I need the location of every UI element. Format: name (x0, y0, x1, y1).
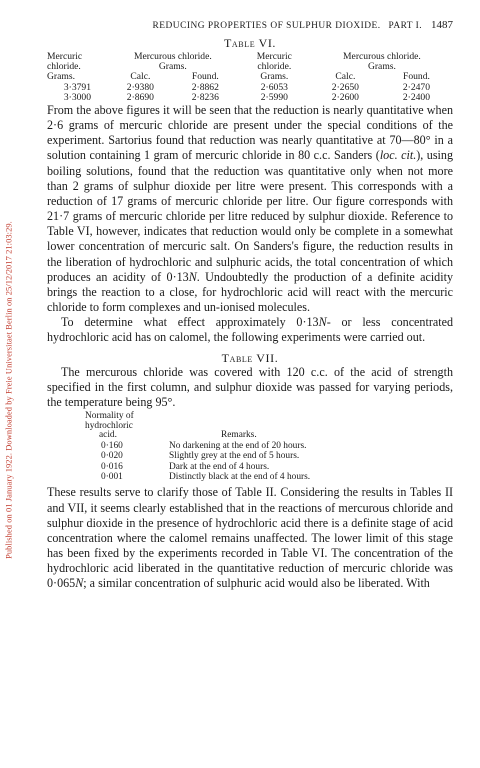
table-6-header-calc-2: Calc. (335, 71, 356, 83)
table-7-header-row (85, 412, 310, 441)
running-head-title: REDUCING PROPERTIES OF SULPHUR DIOXIDE. (152, 21, 381, 31)
download-notice-text: Published on 01 January 1922. Downloaded by Freie Universitaet Berlin on 25/12/2017 21:03:29. (4, 221, 14, 559)
table-cell: Dark at the end of 4 hours. (169, 461, 270, 472)
table-cell: 0·020 (101, 451, 123, 462)
table-6-header-mercuric-1: Mercuric (47, 51, 83, 62)
table-6-header-chloride-1: chloride. (47, 61, 81, 73)
table-row (85, 462, 310, 472)
table-cell: Distinctly black at the end of 4 hours. (169, 471, 311, 482)
page-number: 1487 (431, 19, 453, 31)
table-cell: 0·001 (101, 471, 123, 482)
table-6-header-mercuric-2: Mercuric (256, 51, 292, 62)
header-line: acid. (99, 430, 117, 441)
table-6-header-grams-a: Grams. (47, 71, 75, 83)
table-row (47, 93, 453, 103)
paragraph-text: ), using boiling solutions, found that the reduction was quantitative only when not more than 2 grams of sulphur dioxide per litre were present. This corresponds with a reduction of 17 grams of mercuric chloride per litre. Our figure corresponds with 21·7 grams of mercuric chloride per litre reduced by sulphur dioxide. Reference to Table VI, however, indicates that reduction would only be complete in a somewhat lower concentration of mercuric salt. On Sanders's figure, the reduction results in the liberation of hydrochloric and sulphuric acids, the total concentration of which produces an acidity of 0·13 (47, 148, 454, 284)
table-cell: 3·3000 (63, 91, 92, 103)
table-6-header-row (47, 72, 453, 82)
table-6-title: Table VI. (223, 36, 277, 50)
table-6-header-mercurous-1: Mercurous chloride. (133, 51, 212, 62)
table-6-header-grams-b: Grams. (260, 71, 289, 83)
citation: loc. cit. (379, 148, 417, 163)
table-7-intro: The mercurous chloride was covered with 120 c.c. of the acid of strength specified in the first column, and sulphur dioxide was passed for varying periods, the temperature being 95°. (47, 364, 453, 409)
table-cell: 0·160 (101, 440, 123, 451)
table-cell: 2·2650 (331, 81, 359, 93)
table-row (47, 83, 453, 93)
table-cell: No darkening at the end of 20 hours. (169, 440, 307, 451)
table-cell: 3·3791 (63, 81, 92, 93)
normality-symbol: N (318, 315, 327, 330)
paragraph-text: These results serve to clarify those of Table II. Considering the results in Tables II and VII, it seems clearly established that in the reactions of mercurous chloride and sulphur dioxide in the presence of hydrochloric acid there is a definite stage of acid concentration where the calomel remains unaffected. The lower limit of this stage has been fixed by the experiments recorded in Table VI. The concentration of the hydrochloric acid liberated in the quantitative reduction of mercuric chloride was 0·065 (47, 485, 453, 591)
table-6 (47, 52, 453, 103)
table-6-header-row (47, 62, 453, 72)
table-7-header-remarks: Remarks. (221, 430, 257, 441)
table-cell: 2·2400 (402, 91, 431, 103)
header-line: Normality of (85, 410, 134, 421)
table-cell: 2·5990 (260, 91, 288, 103)
table-7-title: Table VII. (221, 350, 279, 365)
normality-symbol: N (75, 576, 84, 591)
table-7-header-normality (85, 412, 169, 441)
running-head-part: PART I. (388, 21, 423, 31)
table-7 (85, 412, 310, 482)
table-cell: 2·2470 (402, 81, 431, 93)
table-6-header-calc-1: Calc. (130, 71, 151, 83)
table-6-header-found-2: Found. (402, 71, 430, 83)
download-notice (2, 40, 16, 740)
table-cell: 2·8862 (191, 81, 219, 93)
table-6-header-grams-1: Grams. (158, 61, 187, 73)
table-row (85, 441, 310, 451)
table-cell: 2·9380 (126, 81, 154, 93)
table-cell: 2·8690 (126, 91, 154, 103)
paragraph-text: - or less concentrated hydrochloric acid has on calomel, the following experiments were carried out. (47, 315, 454, 345)
paragraph-text: . Undoubtedly the production of a definite acidity brings the reaction to a close, for hydrochloric acid will react with the mercuric chloride to form complexes and un-ionised molecules. (47, 269, 453, 315)
running-head (47, 18, 453, 32)
paragraph-conclusion (47, 485, 453, 591)
paragraph-text: To determine what effect approximately 0·13 (61, 315, 319, 330)
paragraph-calomel (47, 315, 453, 345)
table-6-header-mercurous-2: Mercurous chloride. (343, 51, 421, 62)
table-6-header-grams-2: Grams. (367, 61, 396, 73)
table-cell: 2·6053 (260, 81, 288, 93)
paragraph-text: From the above figures it will be seen that the reduction is nearly quantitative when 2·6 grams of mercuric chloride are present under the special conditions of the experiment. Sartorius found that reduction was nearly quantitative at 70—80° in a solution containing 1 gram of mercuric chloride in 80 c.c. Sanders ( (47, 103, 453, 163)
page-content (47, 18, 453, 591)
table-cell: 2·8236 (191, 91, 219, 103)
table-6-header-chloride-2: chloride. (257, 61, 292, 73)
table-cell: Slightly grey at the end of 5 hours. (169, 451, 300, 462)
paragraph-reduction (47, 103, 453, 315)
table-cell: 2·2600 (331, 91, 359, 103)
header-line: hydrochloric (85, 420, 133, 431)
table-6-header-found-1: Found. (191, 71, 219, 83)
normality-symbol: N (188, 269, 197, 284)
table-cell: 0·016 (101, 461, 123, 472)
table-row (85, 472, 310, 482)
paragraph-text: ; a similar concentration of sulphuric acid would also be liberated. With (83, 576, 430, 591)
table-row (85, 451, 310, 461)
